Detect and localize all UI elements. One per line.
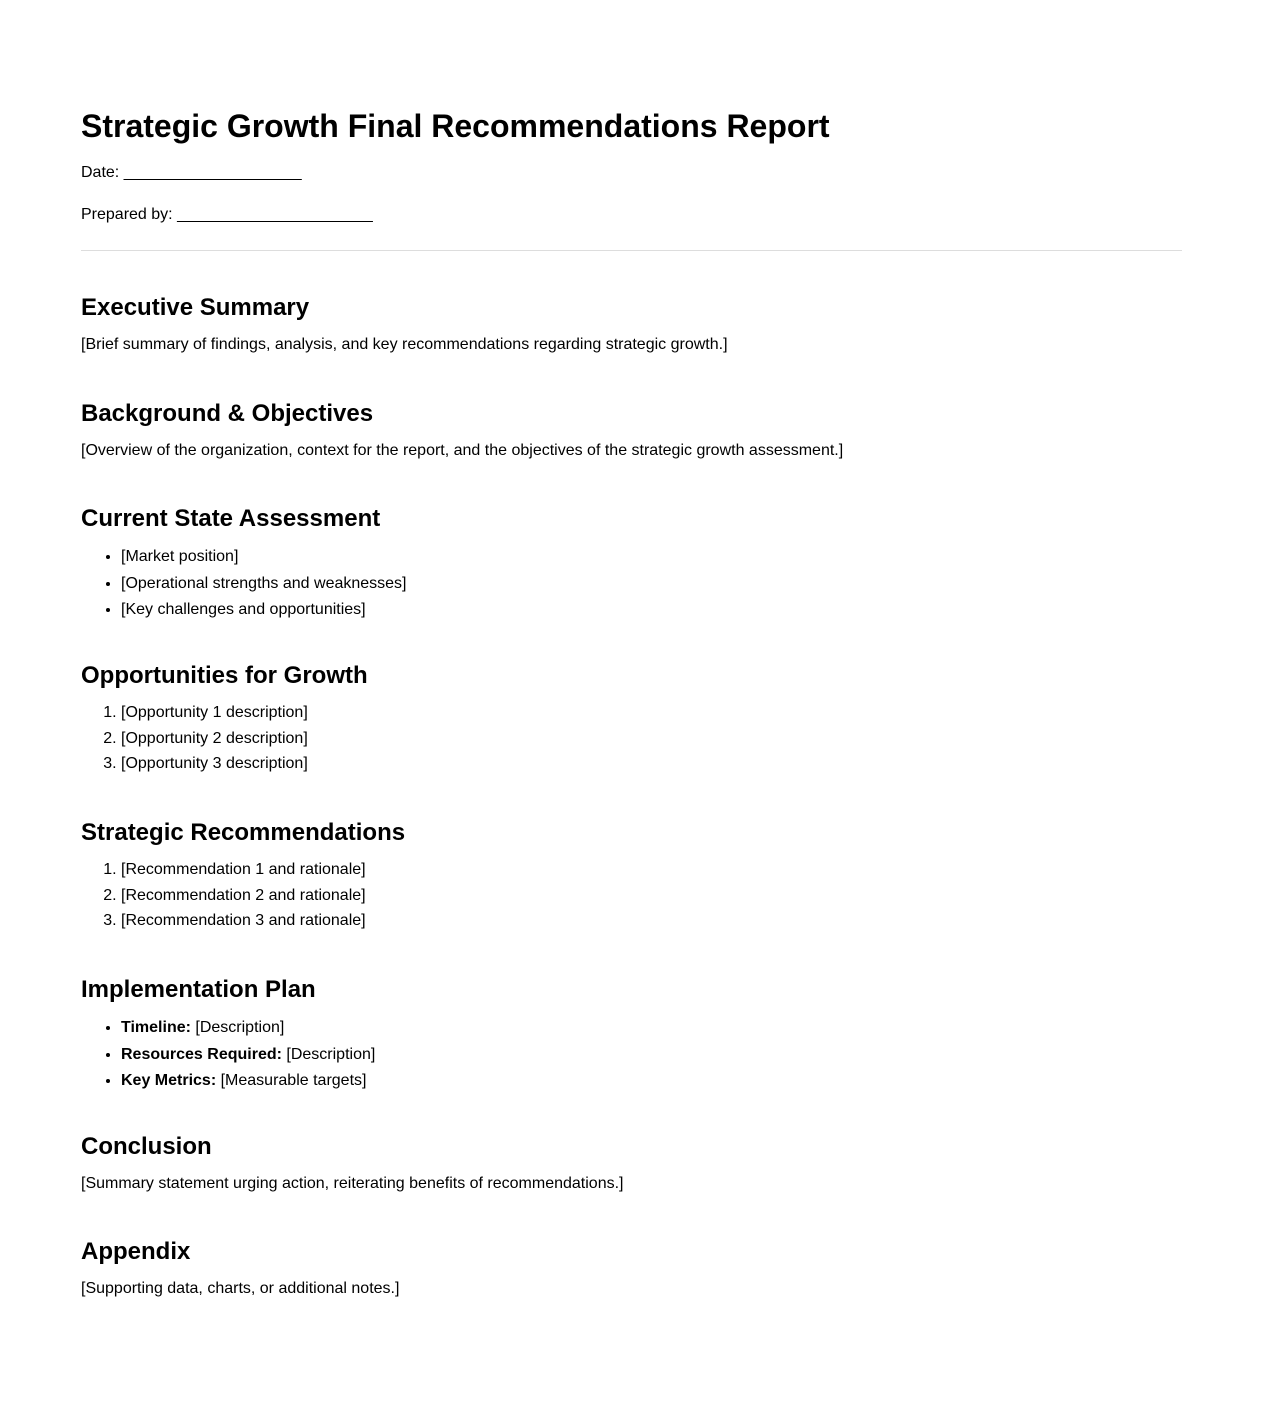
section-heading: Appendix [81,1238,191,1265]
section-text: [Supporting data, charts, or additional notes.] [81,1280,400,1297]
item-label: Resources Required: [121,1045,282,1063]
section-current-state-assessment [81,504,1182,626]
item-label: Key Metrics: [121,1072,217,1090]
prepared-by-blank: ______________________ [177,206,373,223]
item-value: [Description] [281,1045,376,1063]
section-text: [Summary statement urging action, reiterating benefits of recommendations.] [81,1175,624,1192]
list-item: 2. [Recommendation 2 and rationale] [121,886,1182,906]
item-value: [Description] [190,1019,285,1036]
section-heading: Background & Objectives [81,400,374,427]
prepared-by-line [81,205,373,225]
report-title: Strategic Growth Final Recommendations Report [81,108,830,144]
section-text: [Overview of the organization, context for the report, and the objectives of the strategic growth assessment.] [81,442,844,459]
date-line [81,163,302,183]
date-label: Date: [81,164,120,181]
list-item [121,1017,1182,1038]
section-heading: Current State Assessment [81,505,381,532]
item-value: [Measurable targets] [216,1072,367,1090]
prepared-by-label: Prepared by: [81,206,173,223]
list-item: 1. [Recommendation 1 and rationale] [121,860,1182,880]
section-strategic-recommendations [81,818,1182,937]
section-background-objectives [81,399,1182,461]
section-heading: Opportunities for Growth [81,662,368,689]
header-divider [81,250,1182,251]
list-item: • [Operational strengths and weaknesses] [121,573,1182,594]
list-item: • [Key challenges and opportunities] [121,599,1182,620]
list-item: • [Market position] [121,546,1182,567]
section-appendix [81,1237,1182,1299]
section-heading: Implementation Plan [81,976,316,1003]
list-item: 2. [Opportunity 2 description] [121,729,1182,749]
report-page [81,0,1182,1299]
list-item [121,1070,1182,1091]
bullet-list [81,1017,1182,1091]
numbered-list [81,860,1182,931]
section-heading: Conclusion [81,1133,212,1160]
bullet-list [81,546,1182,620]
item-label: Timeline: [121,1019,191,1036]
numbered-list [81,703,1182,774]
section-conclusion [81,1132,1182,1194]
section-executive-summary [81,293,1182,355]
section-heading: Executive Summary [81,294,310,321]
list-item [121,1044,1182,1065]
date-blank: ____________________ [123,164,302,181]
section-opportunities-for-growth [81,661,1182,780]
list-item: 3. [Opportunity 3 description] [121,754,1182,774]
list-item: 3. [Recommendation 3 and rationale] [121,911,1182,931]
list-item: 1. [Opportunity 1 description] [121,703,1182,723]
section-implementation-plan [81,975,1182,1097]
section-heading: Strategic Recommendations [81,819,406,846]
section-text: [Brief summary of findings, analysis, and key recommendations regarding strategic growth.] [81,336,728,353]
